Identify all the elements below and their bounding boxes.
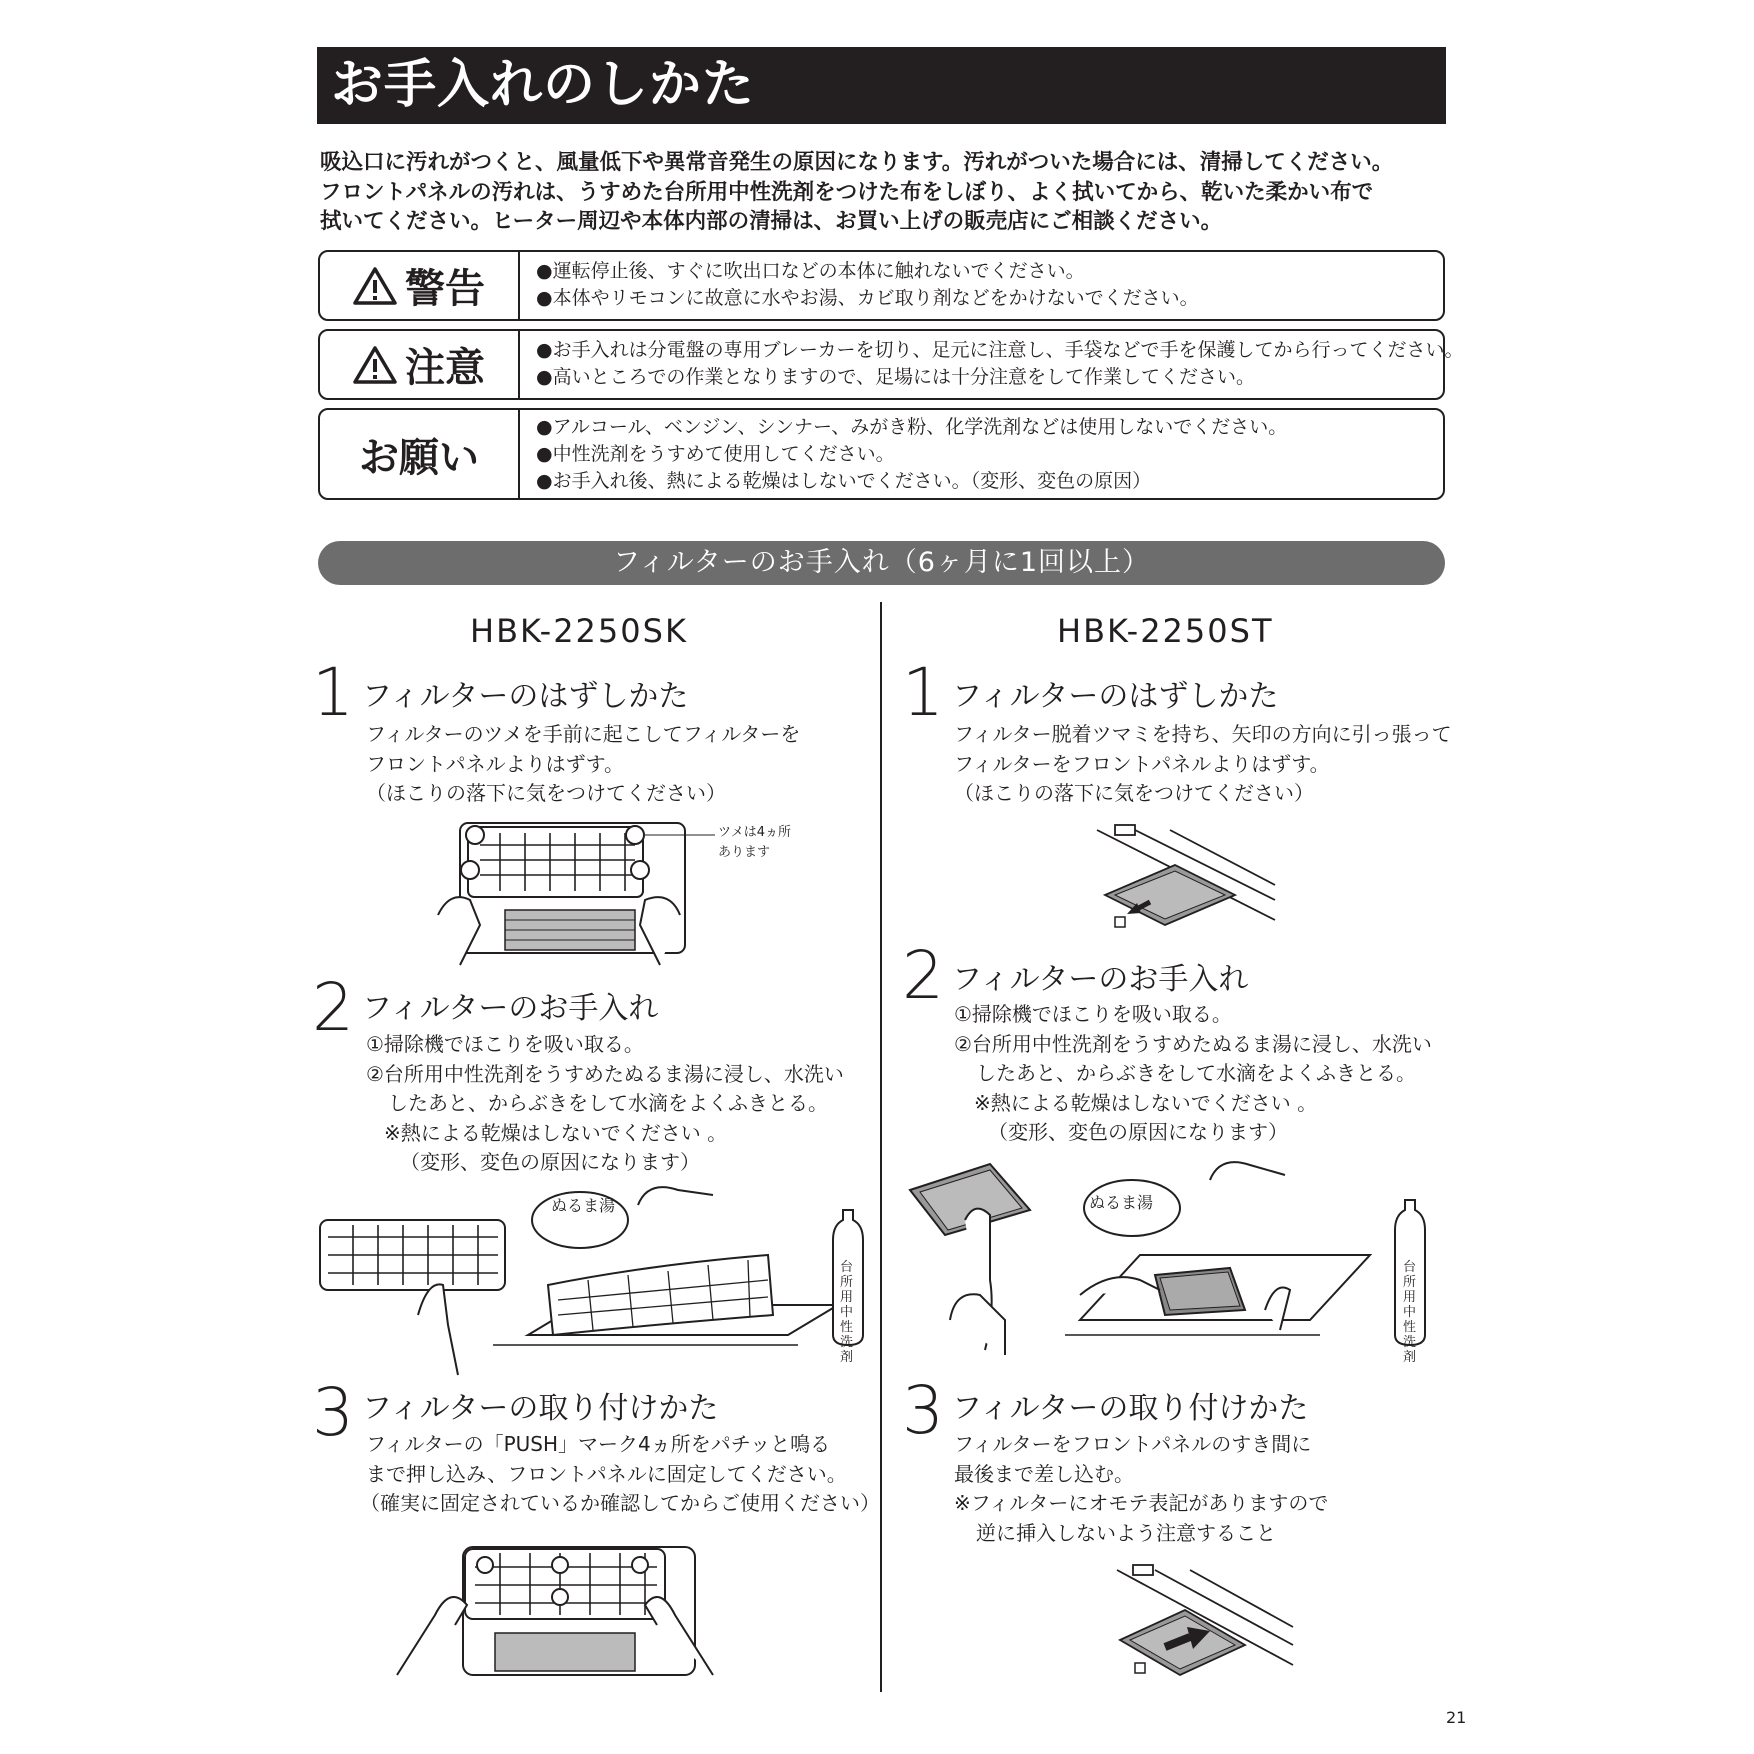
right-step1-title: フィルターのはずしかた: [952, 679, 1279, 714]
intro-line: 吸込口に汚れがつくと、風量低下や異常音発生の原因になります。汚れがついた場合には、清掃してください。: [320, 150, 1394, 175]
right-step2-number: 2: [902, 937, 944, 1014]
page-title-bar: [317, 47, 1446, 124]
warning-triangle-icon: [353, 266, 397, 306]
right-bubble-text: ぬるま湯: [1089, 1193, 1154, 1212]
left-step3-text: [360, 1430, 880, 1519]
request-item: ●中性洗剤をうすめて使用してください。: [536, 443, 895, 465]
text-line: フィルターをフロントパネルのすき間に: [954, 1432, 1312, 1456]
text-line: ②台所用中性洗剤をうすめたぬるま湯に浸し、水洗い: [366, 1061, 844, 1086]
text-line: （変形、変色の原因になります）: [988, 1120, 1288, 1144]
filter-install-illustration: [395, 1545, 715, 1680]
text-line: フィルター脱着ツマミを持ち、矢印の方向に引っ張って: [954, 722, 1452, 746]
warning-label: [320, 252, 520, 319]
page-number: 21: [1446, 1708, 1467, 1727]
text-line: フィルターの「PUSH」マーク4ヵ所をパチッと鳴る: [366, 1432, 831, 1456]
left-step1-text: [366, 720, 800, 809]
slide-filter-install-illustration: [1115, 1565, 1295, 1680]
warning-box: [318, 250, 1445, 321]
left-bottle-label: 台所用中性洗剤: [840, 1260, 854, 1365]
request-items: [536, 414, 1435, 495]
left-step2-number: 2: [312, 969, 354, 1046]
slide-filter-removal-illustration: [1095, 825, 1275, 935]
text-line: 最後まで差し込む。: [954, 1461, 1134, 1486]
left-step3-title: フィルターの取り付けかた: [362, 1391, 719, 1426]
right-model-name: HBK-2250ST: [1057, 612, 1274, 650]
text-line: （確実に固定されているか確認してからご使用ください）: [360, 1491, 880, 1515]
intro-line: 拭いてください。ヒーター周辺や本体内部の清掃は、お買い上げの販売店にご相談ください。: [320, 209, 1223, 234]
request-item: ●お手入れ後、熱による乾燥はしないでください。（変形、変色の原因）: [536, 470, 1152, 492]
warning-items: [536, 258, 1435, 312]
request-label-text: お願い: [359, 434, 479, 481]
left-step1-callout: [718, 823, 791, 863]
text-line: （ほこりの落下に気をつけてください）: [366, 781, 726, 805]
caution-item: ●高いところでの作業となりますので、足場には十分注意をして作業してください。: [536, 366, 1256, 388]
text-line: フロントパネルよりはずす。: [366, 751, 624, 776]
text-line: フィルターをフロントパネルよりはずす。: [954, 751, 1330, 776]
heater-filter-removal-illustration: [430, 815, 710, 975]
right-step1-number: 1: [902, 654, 944, 731]
text-line: まで押し込み、フロントパネルに固定してください。: [366, 1461, 847, 1486]
warning-label-text: 警告: [405, 266, 485, 312]
intro-line: フロントパネルの汚れは、うすめた台所用中性洗剤をつけた布をしぼり、よく拭いてから、乾いた柔かい布で: [320, 179, 1374, 205]
request-item: ●アルコール、ベンジン、シンナー、みがき粉、化学洗剤などは使用しないでください。: [536, 416, 1288, 438]
text-line: ※熱による乾燥はしないでください 。: [974, 1090, 1318, 1115]
caution-label: [320, 331, 520, 398]
column-divider: [880, 602, 882, 1692]
text-line: ②台所用中性洗剤をうすめたぬるま湯に浸し、水洗い: [954, 1031, 1432, 1056]
text-line: 逆に挿入しないよう注意すること: [976, 1520, 1276, 1545]
callout-line: ツメは4ヵ所: [718, 825, 792, 840]
right-step3-title: フィルターの取り付けかた: [952, 1391, 1309, 1426]
left-model-name: HBK-2250SK: [470, 612, 688, 650]
left-bubble-text: ぬるま湯: [551, 1196, 616, 1215]
vacuum-and-wash-illustration: [910, 1160, 1445, 1360]
text-line: ①掃除機でほこりを吸い取る。: [954, 1002, 1232, 1026]
text-line: ①掃除機でほこりを吸い取る。: [366, 1032, 644, 1056]
right-step2-text: [954, 1000, 1432, 1148]
left-step2-text: [366, 1030, 844, 1178]
text-line: ※熱による乾燥はしないでください 。: [384, 1120, 728, 1145]
request-box: [318, 408, 1445, 500]
request-label: [320, 410, 520, 498]
text-line: したあと、からぶきをして水滴をよくふきとる。: [976, 1061, 1416, 1085]
page-title: お手入れのしかた: [331, 55, 756, 115]
right-step3-number: 3: [902, 1372, 944, 1449]
caution-items: [536, 337, 1464, 391]
warning-item: ●本体やリモコンに故意に水やお湯、カビ取り剤などをかけないでください。: [536, 287, 1199, 309]
right-step2-title: フィルターのお手入れ: [952, 962, 1249, 997]
right-step1-text: [954, 720, 1452, 809]
right-bottle-label: 台所用中性洗剤: [1403, 1260, 1417, 1365]
warning-item: ●運転停止後、すぐに吹出口などの本体に触れないでください。: [536, 260, 1085, 282]
caution-item: ●お手入れは分電盤の専用ブレーカーを切り、足元に注意し、手袋などで手を保護してから行ってください。: [536, 339, 1464, 361]
intro-text: [320, 148, 1450, 237]
text-line: （ほこりの落下に気をつけてください）: [954, 781, 1314, 805]
text-line: （変形、変色の原因になります）: [400, 1150, 700, 1174]
caution-box: [318, 329, 1464, 400]
left-step2-title: フィルターのお手入れ: [362, 991, 659, 1026]
left-step1-title: フィルターのはずしかた: [362, 679, 689, 714]
left-step3-number: 3: [312, 1374, 354, 1451]
text-line: フィルターのツメを手前に起こしてフィルターを: [366, 722, 801, 746]
caution-triangle-icon: [353, 345, 397, 385]
caution-label-text: 注意: [405, 345, 485, 391]
left-step1-number: 1: [312, 654, 354, 731]
text-line: ※フィルターにオモテ表記がありますので: [954, 1491, 1329, 1515]
text-line: したあと、からぶきをして水滴をよくふきとる。: [388, 1091, 828, 1115]
section-title: フィルターのお手入れ（6ヶ月に1回以上）: [318, 541, 1445, 585]
callout-line: あります: [718, 845, 771, 860]
right-step3-text: [954, 1430, 1328, 1548]
